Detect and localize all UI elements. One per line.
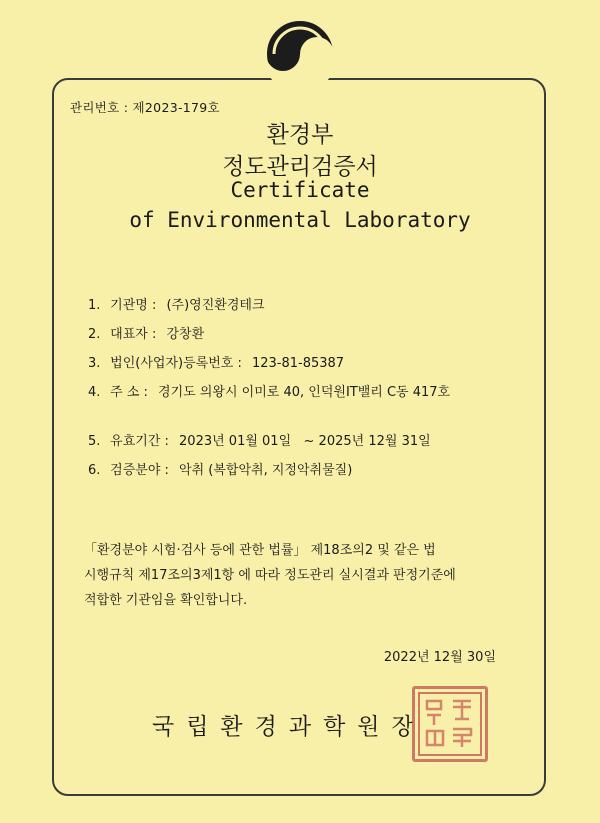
field-label: 기관명 :: [110, 298, 157, 313]
field-validity-period: [88, 430, 431, 449]
certificate-title-en-1: Certificate: [230, 178, 370, 202]
field-number: 1.: [88, 298, 101, 313]
field-value: 123-81-85387: [251, 356, 345, 371]
field-label: 대표자 :: [110, 327, 157, 342]
field-institution: [88, 294, 265, 313]
statement-line: 「환경분야 시험·검사 등에 관한 법률」 제18조의2 및 같은 법: [84, 543, 436, 558]
issuer-name: 국립환경과학원장: [152, 714, 426, 740]
field-number: 2.: [88, 327, 101, 342]
taegeuk-emblem-icon: [262, 16, 338, 92]
field-value: 2023년 01월 01일 ~ 2025년 12월 31일: [179, 434, 431, 449]
field-representative: [88, 323, 204, 342]
field-number: 3.: [88, 356, 101, 371]
field-label: 법인(사업자)등록번호 :: [110, 356, 242, 371]
certificate-title-en-2: of Environmental Laboratory: [129, 208, 471, 232]
field-label: 검증분야 :: [110, 463, 169, 478]
ministry-title: 환경부: [266, 122, 334, 148]
statement-line: 적합한 기관임을 확인합니다.: [84, 593, 248, 608]
field-value: 강창환: [166, 327, 205, 342]
field-verification-area: [88, 459, 352, 478]
management-number: 관리번호 : 제2023-179호: [70, 100, 220, 115]
field-label: 주 소 :: [110, 385, 148, 400]
certificate-title-ko: 정도관리검증서: [222, 154, 378, 180]
field-number: 6.: [88, 463, 101, 478]
field-label: 유효기간 :: [110, 434, 169, 449]
field-value: 경기도 의왕시 이미로 40, 인덕원IT밸리 C동 417호: [158, 385, 451, 400]
statement-line: 시행규칙 제17조의3제1항 에 따라 정도관리 실시결과 판정기준에: [84, 568, 456, 583]
official-seal-stamp: [412, 686, 488, 762]
issue-date: 2022년 12월 30일: [383, 650, 496, 665]
field-value: (주)영진환경테크: [166, 298, 265, 313]
field-registration-number: [88, 352, 344, 371]
field-address: [88, 381, 450, 400]
field-number: 5.: [88, 434, 101, 449]
field-number: 4.: [88, 385, 101, 400]
certification-statement: [84, 538, 504, 613]
field-value: 악취 (복합악취, 지정악취물질): [179, 463, 353, 478]
